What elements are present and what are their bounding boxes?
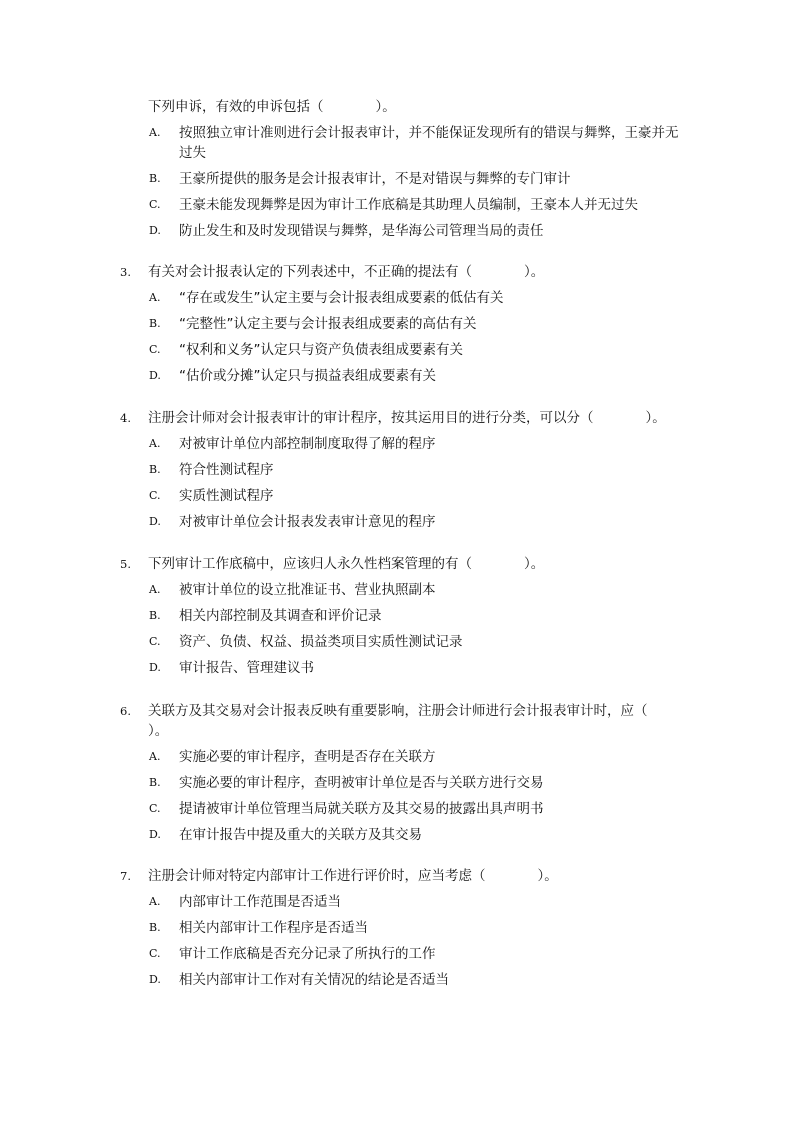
option-c bbox=[120, 195, 680, 215]
option-text: 在审计报告中提及重大的关联方及其交易 bbox=[179, 827, 422, 843]
question-stem-end: ）。 bbox=[537, 868, 558, 884]
option-text: 相关内部控制及其调查和评价记录 bbox=[179, 608, 382, 624]
question-7 bbox=[120, 866, 680, 990]
option-letter: D. bbox=[149, 369, 161, 382]
option-c bbox=[120, 799, 680, 819]
option-text: 王豪未能发现舞弊是因为审计工作底稿是其助理人员编制，王豪本人并无过失 bbox=[179, 197, 638, 213]
question-number: 5. bbox=[120, 557, 131, 571]
option-text: 内部审计工作范围是否适当 bbox=[179, 894, 341, 910]
option-b bbox=[120, 169, 680, 189]
question-stem-end: ）。 bbox=[524, 264, 545, 280]
question-2-continued bbox=[120, 97, 680, 241]
option-letter: C. bbox=[149, 489, 161, 502]
question-number: 7. bbox=[120, 869, 131, 883]
question-stem-text: 注册会计师对特定内部审计工作进行评价时，应当考虑（ bbox=[148, 868, 486, 884]
option-letter: C. bbox=[149, 802, 161, 815]
option-d bbox=[120, 658, 680, 678]
question-4 bbox=[120, 408, 680, 532]
option-letter: C. bbox=[149, 343, 161, 356]
option-text: 实施必要的审计程序，查明是否存在关联方 bbox=[179, 749, 436, 765]
option-d bbox=[120, 970, 680, 990]
question-stem bbox=[120, 408, 680, 428]
option-text: 符合性测试程序 bbox=[179, 462, 274, 478]
option-c bbox=[120, 486, 680, 506]
option-text: 王豪所提供的服务是会计报表审计，不是对错误与舞弊的专门审计 bbox=[179, 171, 571, 187]
option-text: 对被审计单位会计报表发表审计意见的程序 bbox=[179, 514, 436, 530]
question-stem bbox=[120, 554, 680, 574]
option-d bbox=[120, 512, 680, 532]
option-letter: C. bbox=[149, 198, 161, 211]
option-text: “完整性”认定主要与会计报表组成要素的高估有关 bbox=[179, 316, 477, 332]
option-text: 资产、负债、权益、损益类项目实质性测试记录 bbox=[179, 634, 463, 650]
option-a bbox=[120, 123, 680, 163]
option-text: “估价或分摊”认定只与损益表组成要素有关 bbox=[179, 368, 436, 384]
option-letter: A. bbox=[149, 583, 161, 596]
option-d bbox=[120, 221, 680, 241]
option-letter: D. bbox=[149, 828, 161, 841]
option-c bbox=[120, 340, 680, 360]
question-stem-text: 关联方及其交易对会计报表反映有重要影响，注册会计师进行会计报表审计时，应（ bbox=[148, 703, 648, 719]
question-stem-text: 下列申诉，有效的申诉包括（ bbox=[148, 99, 324, 115]
option-text: “权利和义务”认定只与资产负债表组成要素有关 bbox=[179, 342, 463, 358]
option-text: “存在或发生”认定主要与会计报表组成要素的低估有关 bbox=[179, 290, 504, 306]
option-c bbox=[120, 632, 680, 652]
option-b bbox=[120, 918, 680, 938]
question-number: 4. bbox=[120, 411, 131, 425]
question-stem bbox=[120, 701, 680, 741]
option-letter: B. bbox=[149, 463, 161, 476]
option-letter: D. bbox=[149, 515, 161, 528]
option-letter: D. bbox=[149, 973, 161, 986]
question-stem bbox=[120, 866, 680, 886]
option-letter: A. bbox=[149, 895, 161, 908]
option-letter: A. bbox=[149, 126, 161, 139]
question-stem bbox=[120, 262, 680, 282]
option-a bbox=[120, 747, 680, 767]
question-stem-text: 注册会计师对会计报表审计的审计程序，按其运用目的进行分类，可以分（ bbox=[148, 410, 594, 426]
option-letter: A. bbox=[149, 750, 161, 763]
option-letter: B. bbox=[149, 921, 161, 934]
option-b bbox=[120, 773, 680, 793]
option-a bbox=[120, 580, 680, 600]
question-stem-text: 下列审计工作底稿中，应该归人永久性档案管理的有（ bbox=[148, 556, 472, 572]
option-letter: B. bbox=[149, 609, 161, 622]
option-a bbox=[120, 288, 680, 308]
option-letter: D. bbox=[149, 224, 161, 237]
question-number bbox=[120, 97, 148, 117]
option-letter: C. bbox=[149, 947, 161, 960]
option-letter: C. bbox=[149, 635, 161, 648]
option-d bbox=[120, 366, 680, 386]
option-letter: A. bbox=[149, 291, 161, 304]
option-letter: D. bbox=[149, 661, 161, 674]
option-b bbox=[120, 460, 680, 480]
question-stem-end: ）。 bbox=[524, 556, 545, 572]
question-3 bbox=[120, 262, 680, 386]
question-stem-end: ）。 bbox=[375, 99, 396, 115]
question-number: 6. bbox=[120, 704, 131, 718]
option-text: 实施必要的审计程序，查明被审计单位是否与关联方进行交易 bbox=[179, 775, 544, 791]
question-stem-end: ）。 bbox=[148, 723, 169, 739]
option-d bbox=[120, 825, 680, 845]
option-a bbox=[120, 892, 680, 912]
option-text: 相关内部审计工作对有关情况的结论是否适当 bbox=[179, 972, 449, 988]
option-b bbox=[120, 314, 680, 334]
option-text: 被审计单位的设立批准证书、营业执照副本 bbox=[179, 582, 436, 598]
option-b bbox=[120, 606, 680, 626]
question-number: 3. bbox=[120, 265, 131, 279]
question-6 bbox=[120, 701, 680, 845]
option-text: 审计报告、管理建议书 bbox=[179, 660, 314, 676]
question-stem bbox=[120, 97, 680, 117]
option-text: 对被审计单位内部控制制度取得了解的程序 bbox=[179, 436, 436, 452]
question-5 bbox=[120, 554, 680, 678]
option-text: 相关内部审计工作程序是否适当 bbox=[179, 920, 368, 936]
option-text: 提请被审计单位管理当局就关联方及其交易的披露出具声明书 bbox=[179, 801, 544, 817]
question-stem-text: 有关对会计报表认定的下列表述中，不正确的提法有（ bbox=[148, 264, 472, 280]
option-c bbox=[120, 944, 680, 964]
question-stem-end: ）。 bbox=[645, 410, 666, 426]
option-letter: B. bbox=[149, 776, 161, 789]
option-text: 实质性测试程序 bbox=[179, 488, 274, 504]
option-text: 防止发生和及时发现错误与舞弊，是华海公司管理当局的责任 bbox=[179, 223, 544, 239]
option-letter: B. bbox=[149, 172, 161, 185]
option-text: 按照独立审计准则进行会计报表审计，并不能保证发现所有的错误与舞弊，王豪并无过失 bbox=[179, 125, 679, 161]
option-letter: A. bbox=[149, 437, 161, 450]
option-text: 审计工作底稿是否充分记录了所执行的工作 bbox=[179, 946, 436, 962]
option-a bbox=[120, 434, 680, 454]
option-letter: B. bbox=[149, 317, 161, 330]
